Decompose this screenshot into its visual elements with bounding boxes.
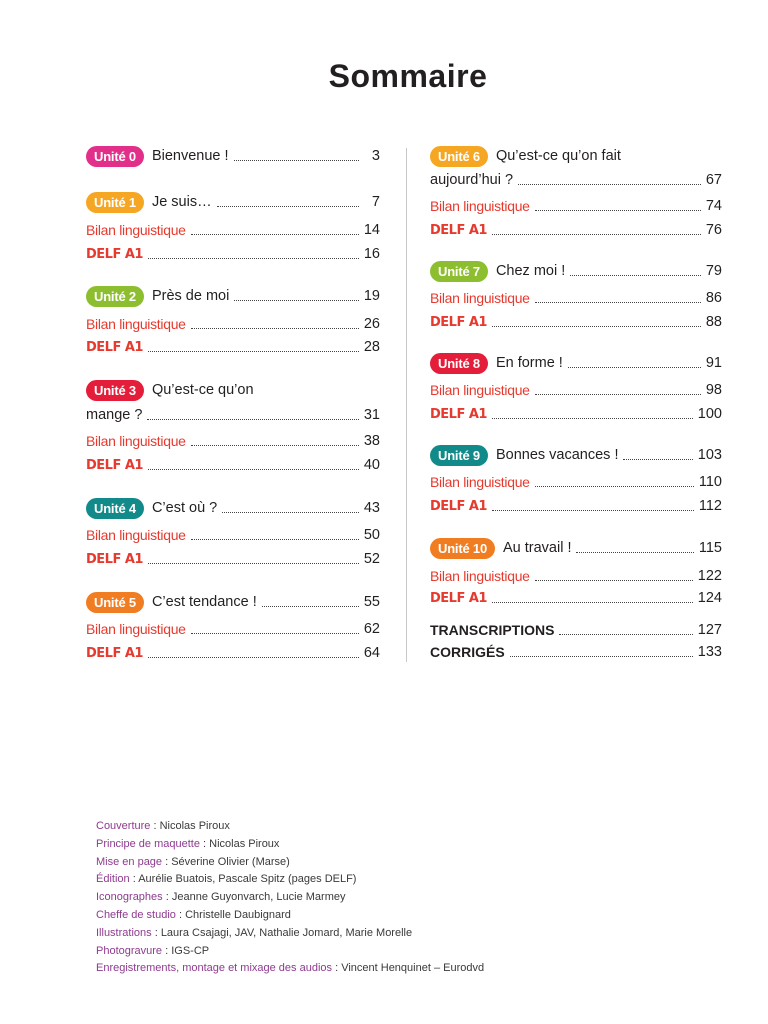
- unit-title: Bonnes vacances !: [495, 447, 619, 463]
- credit-role: Iconographes: [96, 891, 163, 904]
- unit-badge: Unité 7: [430, 261, 488, 282]
- dot-leader: [492, 326, 701, 327]
- dot-leader: [148, 563, 359, 564]
- credit-separator: :: [175, 908, 186, 921]
- credit-role: Enregistrements, montage et mixage des audios: [96, 962, 333, 975]
- delf-label: DELF A1: [86, 645, 143, 661]
- unit-title: Je suis…: [151, 194, 212, 210]
- unit-badge: Unité 3: [86, 380, 144, 401]
- page-number: 14: [363, 222, 380, 238]
- unit-badge: Unité 4: [86, 498, 144, 519]
- page-number: 40: [363, 457, 380, 473]
- dot-leader: [510, 656, 693, 657]
- delf-label: DELF A1: [430, 590, 487, 606]
- credit-role: Couverture: [96, 820, 151, 832]
- unit-title-continued: aujourd’hui ?: [430, 172, 514, 188]
- toc-entry-bilan-7[interactable]: [430, 288, 722, 308]
- toc-entry-delf-10[interactable]: [430, 588, 722, 608]
- dot-leader: [222, 512, 359, 513]
- credit-role: Édition: [96, 873, 130, 886]
- toc-entry-bilan-3[interactable]: [86, 431, 380, 451]
- toc-entry-transcriptions[interactable]: [430, 620, 722, 640]
- toc-entry-bilan-6[interactable]: [430, 196, 722, 216]
- unit-badge: Unité 8: [430, 353, 488, 374]
- toc-entry-unite-8[interactable]: [430, 353, 722, 373]
- delf-label: DELF A1: [86, 551, 143, 567]
- credit-separator: :: [162, 944, 172, 957]
- toc-entry-unite-3[interactable]: [86, 380, 380, 400]
- toc-entry-unite-0[interactable]: [86, 146, 380, 166]
- page-number: 50: [363, 527, 380, 543]
- dot-leader: [262, 606, 359, 607]
- dot-leader: [559, 634, 692, 635]
- toc-entry-unite-6[interactable]: [430, 146, 722, 166]
- unit-badge: Unité 1: [86, 192, 144, 213]
- dot-leader: [535, 486, 694, 487]
- page-number: 88: [705, 314, 722, 330]
- page-number: 100: [697, 406, 722, 422]
- toc-entry-bilan-9[interactable]: [430, 472, 722, 492]
- toc-entry-delf-7[interactable]: [430, 312, 722, 332]
- dot-leader: [234, 160, 359, 161]
- credit-value: Jeanne Guyonvarch, Lucie Marmey: [171, 891, 346, 904]
- dot-leader: [492, 510, 694, 511]
- credit-value: IGS-CP: [171, 944, 210, 957]
- dot-leader: [191, 539, 359, 540]
- page-number: 31: [363, 407, 380, 423]
- credit-line: [96, 871, 736, 889]
- bilan-label: Bilan linguistique: [86, 527, 186, 543]
- toc-entry-unite-1[interactable]: [86, 192, 380, 212]
- page-number: 124: [697, 590, 722, 606]
- toc-entry-corriges[interactable]: [430, 642, 722, 662]
- delf-label: DELF A1: [86, 457, 143, 473]
- unit-title: Bienvenue !: [151, 148, 229, 164]
- credit-line: [96, 925, 736, 943]
- toc-entry-bilan-10[interactable]: [430, 566, 722, 586]
- credit-separator: :: [199, 837, 210, 850]
- dot-leader: [191, 328, 359, 329]
- page-number: 7: [371, 194, 380, 210]
- credit-line: [96, 960, 736, 978]
- dot-leader: [570, 275, 701, 276]
- dot-leader: [234, 300, 359, 301]
- delf-label: DELF A1: [430, 314, 487, 330]
- credit-value: Christelle Daubignard: [185, 908, 291, 921]
- toc-entry-bilan-4[interactable]: [86, 525, 380, 545]
- bilan-label: Bilan linguistique: [430, 290, 530, 306]
- dot-leader: [492, 234, 701, 235]
- dot-leader: [147, 419, 358, 420]
- dot-leader: [623, 459, 692, 460]
- transcriptions-label: TRANSCRIPTIONS: [430, 622, 555, 638]
- toc-entry-bilan-5[interactable]: [86, 619, 380, 639]
- bilan-label: Bilan linguistique: [430, 474, 530, 490]
- toc-entry-unite-4[interactable]: [86, 498, 380, 518]
- page-number: 74: [705, 198, 722, 214]
- page-number: 3: [371, 148, 380, 164]
- bilan-label: Bilan linguistique: [430, 568, 530, 584]
- unit-badge: Unité 0: [86, 146, 144, 167]
- page-number: 112: [698, 498, 722, 514]
- page-number: 86: [705, 290, 722, 306]
- credit-separator: :: [162, 891, 172, 904]
- toc-entry-unite-5[interactable]: [86, 592, 380, 612]
- credit-separator: :: [151, 926, 161, 939]
- page-number: 110: [698, 474, 722, 490]
- dot-leader: [148, 469, 359, 470]
- delf-label: DELF A1: [86, 339, 143, 355]
- dot-leader: [535, 580, 693, 581]
- credits-block: [96, 818, 736, 978]
- toc-entry-delf-3[interactable]: [86, 455, 380, 475]
- dot-leader: [518, 184, 701, 185]
- delf-label: DELF A1: [430, 222, 487, 238]
- toc-entry-unite-7[interactable]: [430, 261, 722, 281]
- credit-line: [96, 943, 736, 961]
- dot-leader: [148, 351, 359, 352]
- dot-leader: [535, 394, 701, 395]
- dot-leader: [576, 552, 693, 553]
- credit-separator: :: [332, 962, 342, 975]
- page-number: 67: [705, 172, 722, 188]
- corriges-label: CORRIGÉS: [430, 644, 505, 660]
- unit-title: Qu’est-ce qu’on fait: [495, 148, 621, 164]
- bilan-label: Bilan linguistique: [86, 316, 186, 332]
- page-number: 43: [363, 500, 380, 516]
- page-number: 122: [697, 568, 722, 584]
- credit-role: Illustrations: [96, 926, 152, 939]
- delf-label: DELF A1: [430, 406, 487, 422]
- toc-entry-bilan-2[interactable]: [86, 314, 380, 334]
- credit-line: [96, 836, 736, 854]
- unit-title: C’est où ?: [151, 500, 218, 516]
- unit-title: En forme !: [495, 355, 563, 371]
- toc-entry-unite-3-cont[interactable]: [86, 405, 380, 425]
- page-number: 52: [363, 551, 380, 567]
- dot-leader: [492, 602, 693, 603]
- page-number: 64: [363, 645, 380, 661]
- unit-title: Chez moi !: [495, 263, 566, 279]
- unit-title: C’est tendance !: [151, 594, 257, 610]
- toc-entry-delf-5[interactable]: [86, 643, 380, 663]
- toc-entry-delf-9[interactable]: [430, 496, 722, 516]
- dot-leader: [148, 258, 359, 259]
- toc-entry-unite-9[interactable]: [430, 445, 722, 465]
- dot-leader: [191, 234, 359, 235]
- unit-badge: Unité 2: [86, 286, 144, 307]
- credit-value: Nicolas Piroux: [159, 820, 230, 832]
- page-number: 91: [705, 355, 722, 371]
- dot-leader: [535, 302, 701, 303]
- credit-value: Vincent Henquinet – Eurodvd: [341, 962, 485, 975]
- unit-title-continued: mange ?: [86, 407, 143, 423]
- page-title: Sommaire: [328, 58, 488, 94]
- page-number: 26: [363, 316, 380, 332]
- unit-title: Près de moi: [151, 288, 230, 304]
- credit-separator: :: [162, 855, 172, 868]
- credit-value: Laura Csajagi, JAV, Nathalie Jomard, Marie Morelle: [160, 926, 413, 939]
- toc-entry-unite-10[interactable]: [430, 538, 722, 558]
- dot-leader: [568, 367, 701, 368]
- page-number: 55: [363, 594, 380, 610]
- credit-value: Aurélie Buatois, Pascale Spitz (pages DELF): [138, 873, 357, 886]
- page-number: 28: [363, 339, 380, 355]
- unit-title: Au travail !: [502, 540, 572, 556]
- credit-role: Photogravure: [96, 944, 163, 957]
- credit-line: [96, 854, 736, 872]
- toc-entry-delf-2[interactable]: [86, 337, 380, 357]
- toc-entry-delf-6[interactable]: [430, 220, 722, 240]
- page-number: 76: [705, 222, 722, 238]
- unit-badge: Unité 9: [430, 445, 488, 466]
- toc-entry-bilan-8[interactable]: [430, 380, 722, 400]
- dot-leader: [217, 206, 359, 207]
- bilan-label: Bilan linguistique: [430, 198, 530, 214]
- page-number: 62: [363, 621, 380, 637]
- page-number: 19: [363, 288, 380, 304]
- dot-leader: [535, 210, 701, 211]
- dot-leader: [191, 445, 359, 446]
- bilan-label: Bilan linguistique: [86, 433, 186, 449]
- unit-badge: Unité 5: [86, 592, 144, 613]
- unit-badge: Unité 10: [430, 538, 495, 559]
- credit-line: [96, 889, 736, 907]
- credit-role: Mise en page: [96, 855, 163, 868]
- bilan-label: Bilan linguistique: [86, 621, 186, 637]
- dot-leader: [492, 418, 693, 419]
- delf-label: DELF A1: [430, 498, 487, 514]
- credit-line: [96, 818, 736, 836]
- page-number: 115: [698, 540, 722, 556]
- dot-leader: [148, 657, 359, 658]
- toc-entry-delf-8[interactable]: [430, 404, 722, 424]
- unit-badge: Unité 6: [430, 146, 488, 167]
- page-number: 38: [363, 433, 380, 449]
- credit-role: Principe de maquette: [96, 837, 200, 850]
- page-number: 103: [697, 447, 722, 463]
- bilan-label: Bilan linguistique: [86, 222, 186, 238]
- credit-line: [96, 907, 736, 925]
- unit-title: Qu’est-ce qu’on: [151, 382, 254, 398]
- delf-label: DELF A1: [86, 246, 143, 262]
- bilan-label: Bilan linguistique: [430, 382, 530, 398]
- page-number: 133: [697, 644, 722, 660]
- toc-entry-bilan-1[interactable]: [86, 220, 380, 240]
- page-number: 16: [363, 246, 380, 262]
- credit-separator: :: [129, 873, 139, 886]
- credit-value: Nicolas Piroux: [209, 837, 280, 850]
- page-number: 79: [705, 263, 722, 279]
- credit-value: Séverine Olivier (Marse): [171, 855, 290, 868]
- toc-entry-unite-2[interactable]: [86, 286, 380, 306]
- page-number: 127: [697, 622, 722, 638]
- credit-role: Cheffe de studio: [96, 908, 176, 921]
- dot-leader: [191, 633, 359, 634]
- page-number: 98: [705, 382, 722, 398]
- toc-entry-delf-1[interactable]: [86, 244, 380, 264]
- credit-separator: :: [150, 820, 160, 832]
- toc-entry-unite-6-cont[interactable]: [430, 170, 722, 190]
- toc-entry-delf-4[interactable]: [86, 549, 380, 569]
- column-divider: [406, 148, 407, 662]
